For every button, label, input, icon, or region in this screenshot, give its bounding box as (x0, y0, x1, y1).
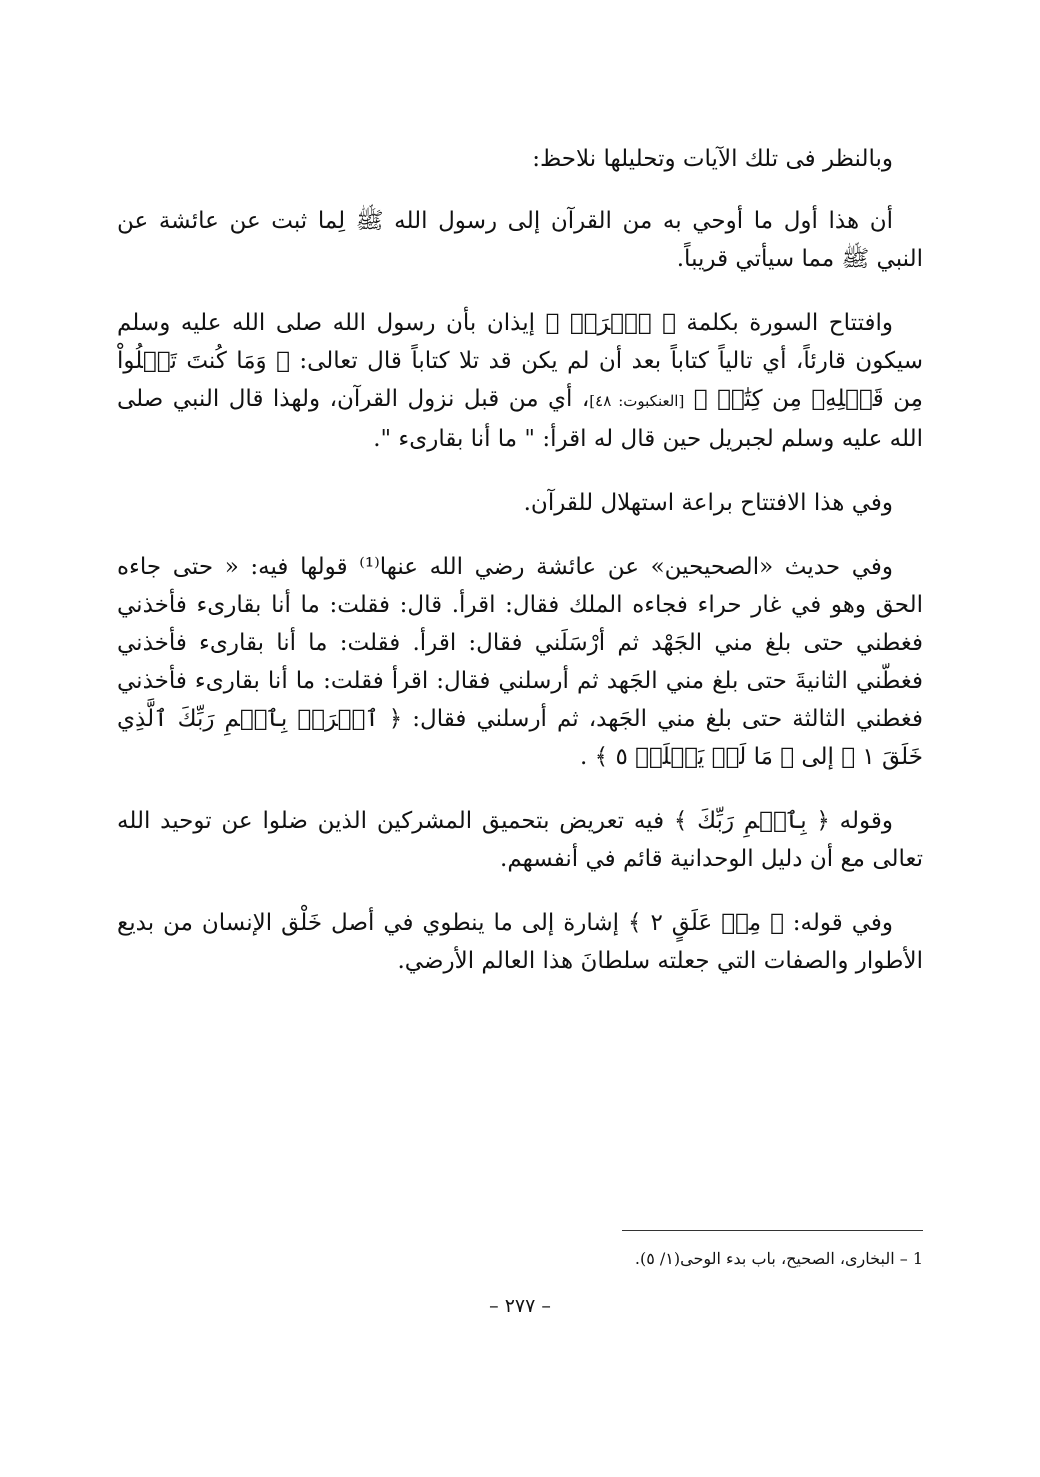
quran-reference: [العنكبوت: ٤٨] (589, 392, 685, 410)
paragraph-iqra-text-cont: ، أي من قبل نزول القرآن، ولهذا قال النبي صلى الله عليه وسلم لجبريل حين قال له اقرأ: " ما أنا بقارىء ". (117, 386, 923, 452)
footnote-divider (622, 1230, 923, 1231)
footnote: 1 – البخارى، الصحيح، باب بدء الوحى(١/ ٥). (634, 1249, 923, 1268)
paragraph-opening-eloquence: وفي هذا الافتتاح براعة استهلال للقرآن. (523, 490, 893, 516)
paragraph-hadith: وفي حديث «الصحيحين» عن عائشة رضي الله عنها⁽¹⁾ قولها فيه: « حتى جاءه الحق وهو في غار حراء فجاءه الملك فقال: اقرأ. قال: فقلت: ما أنا بقارىء فأخذني فغطني حتى بلغ مني الجَهْد ثم أرْسَلَني فقال: اقرأ. فقلت: ما أنا بقارىء فأخذني فغطّني الثانيةَ حتى بلغ مني الجَهد ثم أرسلني فقال: اقرأ فقلت: ما أنا بقارىء فأخذني فغطني الثالثة حتى بلغ مني الجَهد، ثم أرسلني فقال: ﴿ ٱقۡرَأۡ بِٱسۡمِ رَبِّكَ ٱلَّذِي خَلَقَ ١ ﴾ إلى ﴿ مَا لَمۡ يَعۡلَمۡ ٥ ﴾ . (117, 554, 923, 770)
paragraph-first-revelation: أن هذا أول ما أوحي به من القرآن إلى رسول الله ﷺ لِما ثبت عن عائشة عن النبي ﷺ مما سيأتي قريباً. (117, 208, 923, 272)
paragraph-iqra-text: وافتتاح السورة بكلمة ﴿ ٱقۡرَأۡ ﴾ إيذان بأن رسول الله صلى الله عليه وسلم سيكون قارئاً، أي تالياً كتاباً بعد أن لم يكن قد تلا كتاباً قال تعالى: ﴿ وَمَا كُنتَ تَتۡلُواْ مِن قَبۡلِهِۦ مِن كِتَٰبٖ ﴾ (117, 310, 924, 412)
page-body (117, 140, 923, 1006)
page-number: – ٢٧٧ – (489, 1295, 551, 1317)
paragraph-iqra-opening (117, 304, 923, 458)
paragraph-bismi-rabbik: وقوله ﴿ بِٱسۡمِ رَبِّكَ ﴾ فيه تعريض بتحميق المشركين الذين ضلوا عن توحيد الله تعالى مع أن دليل الوحدانية قائم في أنفسهم. (117, 808, 923, 872)
paragraph-intro: وبالنظر فى تلك الآيات وتحليلها نلاحظ: (532, 146, 893, 172)
paragraph-min-alaq: وفي قوله: ﴿ مِنۡ عَلَقٍ ٢ ﴾ إشارة إلى ما ينطوي في أصل خَلْق الإنسان من بديع الأطوار والصفات التي جعلته سلطانَ هذا العالم الأرضي. (117, 910, 923, 974)
